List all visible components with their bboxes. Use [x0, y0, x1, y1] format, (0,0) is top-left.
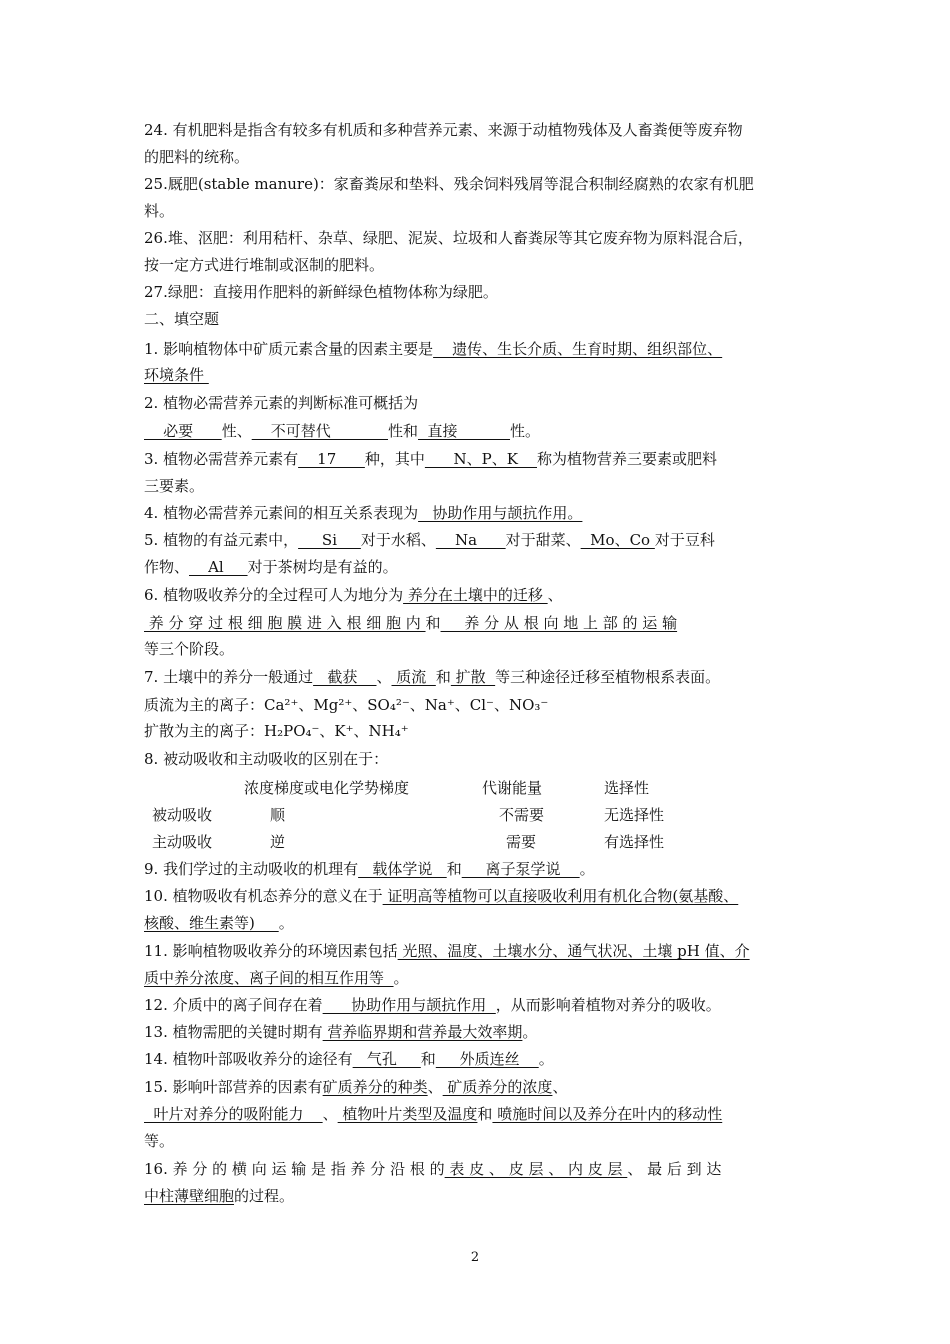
q3-prompt: 3. 植物必需营养元素有	[144, 450, 299, 468]
q1-answer-1: 遗传、生长介质、生育时期、组织部位、	[433, 340, 723, 358]
q8-row-passive-selectivity: 无选择性	[604, 806, 665, 824]
q8-row-active-gradient: 逆	[270, 833, 286, 851]
q2-answer-3: 直接	[418, 422, 511, 440]
section-title: 二、填空题	[144, 310, 220, 328]
q12-answer-1: 协助作用与颉抗作用	[322, 996, 496, 1014]
q4-prompt: 4. 植物必需营养元素间的相互关系表现为	[144, 504, 419, 522]
q7-answer-3: 扩散	[450, 668, 496, 686]
q3-answer-2: N、P、K	[424, 450, 537, 468]
q13-text-1: 。	[522, 1023, 538, 1041]
q15-answer-4: 植物叶片类型及温度	[337, 1105, 478, 1123]
q11-text-2: 。	[393, 969, 409, 987]
q8-row-passive-gradient: 顺	[270, 806, 286, 824]
q5-line-1	[144, 530, 808, 550]
q10-prompt: 10. 植物吸收有机态养分的意义在于	[144, 887, 383, 905]
q15-line-2	[144, 1104, 808, 1124]
q10-answer-1: 证明高等植物可以直接吸收利用有机化合物(氨基酸、	[382, 887, 739, 905]
q7-line-1	[144, 667, 808, 687]
def-27-line: 27.绿肥：直接用作肥料的新鲜绿色植物体称为绿肥。	[144, 283, 498, 301]
q14-prompt: 14. 植物叶部吸收养分的途径有	[144, 1050, 353, 1068]
q11-line-2	[144, 968, 808, 988]
q5-text-l2: 作物、	[144, 558, 190, 576]
q8-row-active-energy: 需要	[506, 833, 537, 851]
q16-line-2	[144, 1186, 808, 1206]
q8-header-selectivity: 选择性	[604, 779, 650, 797]
q8-header-energy: 代谢能量	[482, 779, 543, 797]
q10-answer-2: 核酸、维生素等)	[144, 914, 279, 932]
q15-answer-5: 喷施时间以及养分在叶内的移动性	[492, 1105, 723, 1123]
q16-answer-1: 表 皮 、 皮 层 、 内 皮 层	[444, 1160, 628, 1178]
q15-answer-3: 叶片对养分的吸附能力	[144, 1105, 323, 1123]
q3-text-2: 称为植物营养三要素或肥料	[537, 450, 718, 468]
q5-answer-2: Na	[435, 531, 506, 549]
q12-line	[144, 995, 808, 1015]
q5-text-2: 对于甜菜、	[505, 531, 581, 549]
q16-text-2: 的过程。	[234, 1187, 295, 1205]
q8-row-passive-energy: 不需要	[499, 806, 545, 824]
q4-line	[144, 503, 808, 523]
q5-text-3: 对于豆科	[654, 531, 715, 549]
q16-answer-2: 中柱薄壁细胞	[144, 1187, 235, 1205]
q5-answer-3: Mo、Co	[580, 531, 655, 549]
q10-line-2	[144, 913, 808, 933]
q9-answer-1: 载体学说	[358, 860, 447, 878]
q14-answer-2: 外质连丝	[435, 1050, 539, 1068]
q8-row-active-selectivity: 有选择性	[604, 833, 665, 851]
q6-text-1: 、	[547, 586, 563, 604]
q3-answer-1: 17	[298, 450, 365, 468]
q12-text-1: ，从而影响着植物对养分的吸收。	[495, 996, 721, 1014]
q7-text-3: 等三种途径迁移至植物根系表面。	[495, 668, 721, 686]
q6-text-2: 和	[425, 614, 441, 632]
q2-text-2: 性和	[388, 422, 419, 440]
page-number: 2	[470, 1250, 480, 1265]
q13-answer-1: 营养临界期和营养最大效率期	[322, 1023, 523, 1041]
q7-text-1: 、	[376, 668, 392, 686]
q6-answer-2: 养 分 穿 过 根 细 胞 膜 进 入 根 细 胞 内	[144, 614, 426, 632]
q9-prompt: 9. 我们学过的主动吸收的机理有	[144, 860, 359, 878]
q15-prompt: 15. 影响叶部营养的因素有	[144, 1078, 323, 1096]
q8-row-passive-label: 被动吸收	[152, 806, 213, 824]
q2-text-3: 性。	[510, 422, 541, 440]
q5-answer-1: Si	[298, 531, 361, 549]
q1-answer-2: 环境条件	[144, 366, 209, 384]
q15-line-3: 等。	[144, 1132, 175, 1150]
q7-mass-label: 质流为主的离子：	[144, 696, 265, 714]
q9-text-2: 。	[579, 860, 595, 878]
q6-line-1	[144, 585, 808, 605]
q9-line	[144, 859, 808, 879]
q11-answer-2: 质中养分浓度、离子间的相互作用等	[144, 969, 394, 987]
q1-prompt: 1. 影响植物体中矿质元素含量的因素主要是	[144, 340, 434, 358]
q7-mass-ions: Ca²⁺、Mg²⁺、SO₄²⁻、Na⁺、Cl⁻、NO₃⁻	[264, 696, 549, 714]
q10-line-1	[144, 886, 808, 906]
q14-line	[144, 1049, 808, 1069]
q14-text-1: 和	[420, 1050, 436, 1068]
q15-text-3: 、	[322, 1105, 338, 1123]
q3-line-2: 三要素。	[144, 477, 205, 495]
q2-text-1: 性、	[221, 422, 252, 440]
q6-line-2	[144, 613, 808, 633]
def-24-line-2: 的肥料的统称。	[144, 148, 250, 166]
q8-row-active-label: 主动吸收	[152, 833, 213, 851]
q4-answer-1: 协助作用与颉抗作用。	[418, 504, 583, 522]
q13-line	[144, 1022, 808, 1042]
q16-prompt: 16. 养 分 的 横 向 运 输 是 指 养 分 沿 根 的	[144, 1160, 445, 1178]
q8-line: 8. 被动吸收和主动吸收的区别在于：	[144, 750, 389, 768]
q8-header-gradient: 浓度梯度或电化学势梯度	[244, 779, 410, 797]
q3-line-1	[144, 449, 808, 469]
q2-answer-2: 不可替代	[251, 422, 388, 440]
q8-row-active	[144, 831, 808, 851]
q8-table-header	[144, 777, 808, 797]
q14-text-2: 。	[538, 1050, 554, 1068]
q5-prompt: 5. 植物的有益元素中，	[144, 531, 299, 549]
q1-line-2	[144, 365, 808, 385]
def-25-line-2: 料。	[144, 202, 175, 220]
q5-line-2	[144, 557, 808, 577]
q7-prompt: 7. 土壤中的养分一般通过	[144, 668, 314, 686]
q9-answer-2: 离子泵学说	[461, 860, 580, 878]
q12-prompt: 12. 介质中的离子间存在着	[144, 996, 323, 1014]
def-26-line-1: 26.堆、沤肥：利用秸杆、杂草、绿肥、泥炭、垃圾和人畜粪尿等其它废弃物为原料混合后，	[144, 229, 753, 247]
q6-answer-1: 养分在土壤中的迁移	[403, 586, 548, 604]
q7-answer-2: 质流	[391, 668, 436, 686]
q11-prompt: 11. 影响植物吸收养分的环境因素包括	[144, 942, 398, 960]
q5-answer-4: Al	[189, 558, 248, 576]
q15-answer-1: 矿质养分的种类	[322, 1078, 428, 1096]
q6-line-3: 等三个阶段。	[144, 640, 235, 658]
q16-text-1: 、 最 后 到 达	[627, 1160, 722, 1178]
def-26-line-2: 按一定方式进行堆制或沤制的肥料。	[144, 256, 385, 274]
q2-line-2	[144, 421, 808, 441]
q5-text-1: 对于水稻、	[360, 531, 436, 549]
q2-line-1: 2. 植物必需营养元素的判断标准可概括为	[144, 394, 419, 412]
q7-mass-flow-line	[144, 695, 808, 715]
q15-text-4: 和	[477, 1105, 493, 1123]
q15-text-1: 、	[427, 1078, 443, 1096]
q15-text-2: 、	[552, 1078, 568, 1096]
q6-prompt: 6. 植物吸收养分的全过程可人为地分为	[144, 586, 404, 604]
q11-line-1	[144, 941, 808, 961]
q7-diff-ions: H₂PO₄⁻、K⁺、NH₄⁺	[264, 722, 409, 740]
q2-answer-1: 必要	[144, 422, 222, 440]
q3-text-1: 种，其中	[364, 450, 425, 468]
q8-row-passive	[144, 804, 808, 824]
q7-text-2: 和	[435, 668, 451, 686]
q7-diff-label: 扩散为主的离子：	[144, 722, 265, 740]
def-24-line-1: 24. 有机肥料是指含有较多有机质和多种营养元素、来源于动植物残体及人畜粪便等废弃物	[144, 121, 743, 139]
q10-text-2: 。	[278, 914, 294, 932]
def-25-line-1: 25.厩肥(stable manure)：家畜粪尿和垫料、残余饲料残屑等混合积制经腐熟的农家有机肥	[144, 175, 754, 193]
q11-answer-1: 光照、温度、土壤水分、通气状况、土壤 pH 值、介	[397, 942, 750, 960]
q6-answer-3: 养 分 从 根 向 地 上 部 的 运 输	[440, 614, 678, 632]
q14-answer-1: 气孔	[352, 1050, 421, 1068]
q16-line-1	[144, 1159, 808, 1179]
q15-line-1	[144, 1077, 808, 1097]
q15-answer-2: 矿质养分的浓度	[442, 1078, 553, 1096]
q9-text-1: 和	[446, 860, 462, 878]
q7-diffusion-line	[144, 721, 808, 741]
q5-text-4: 对于茶树均是有益的。	[247, 558, 398, 576]
q1-line-1	[144, 339, 808, 359]
q7-answer-1: 截获	[313, 668, 377, 686]
q13-prompt: 13. 植物需肥的关键时期有	[144, 1023, 323, 1041]
